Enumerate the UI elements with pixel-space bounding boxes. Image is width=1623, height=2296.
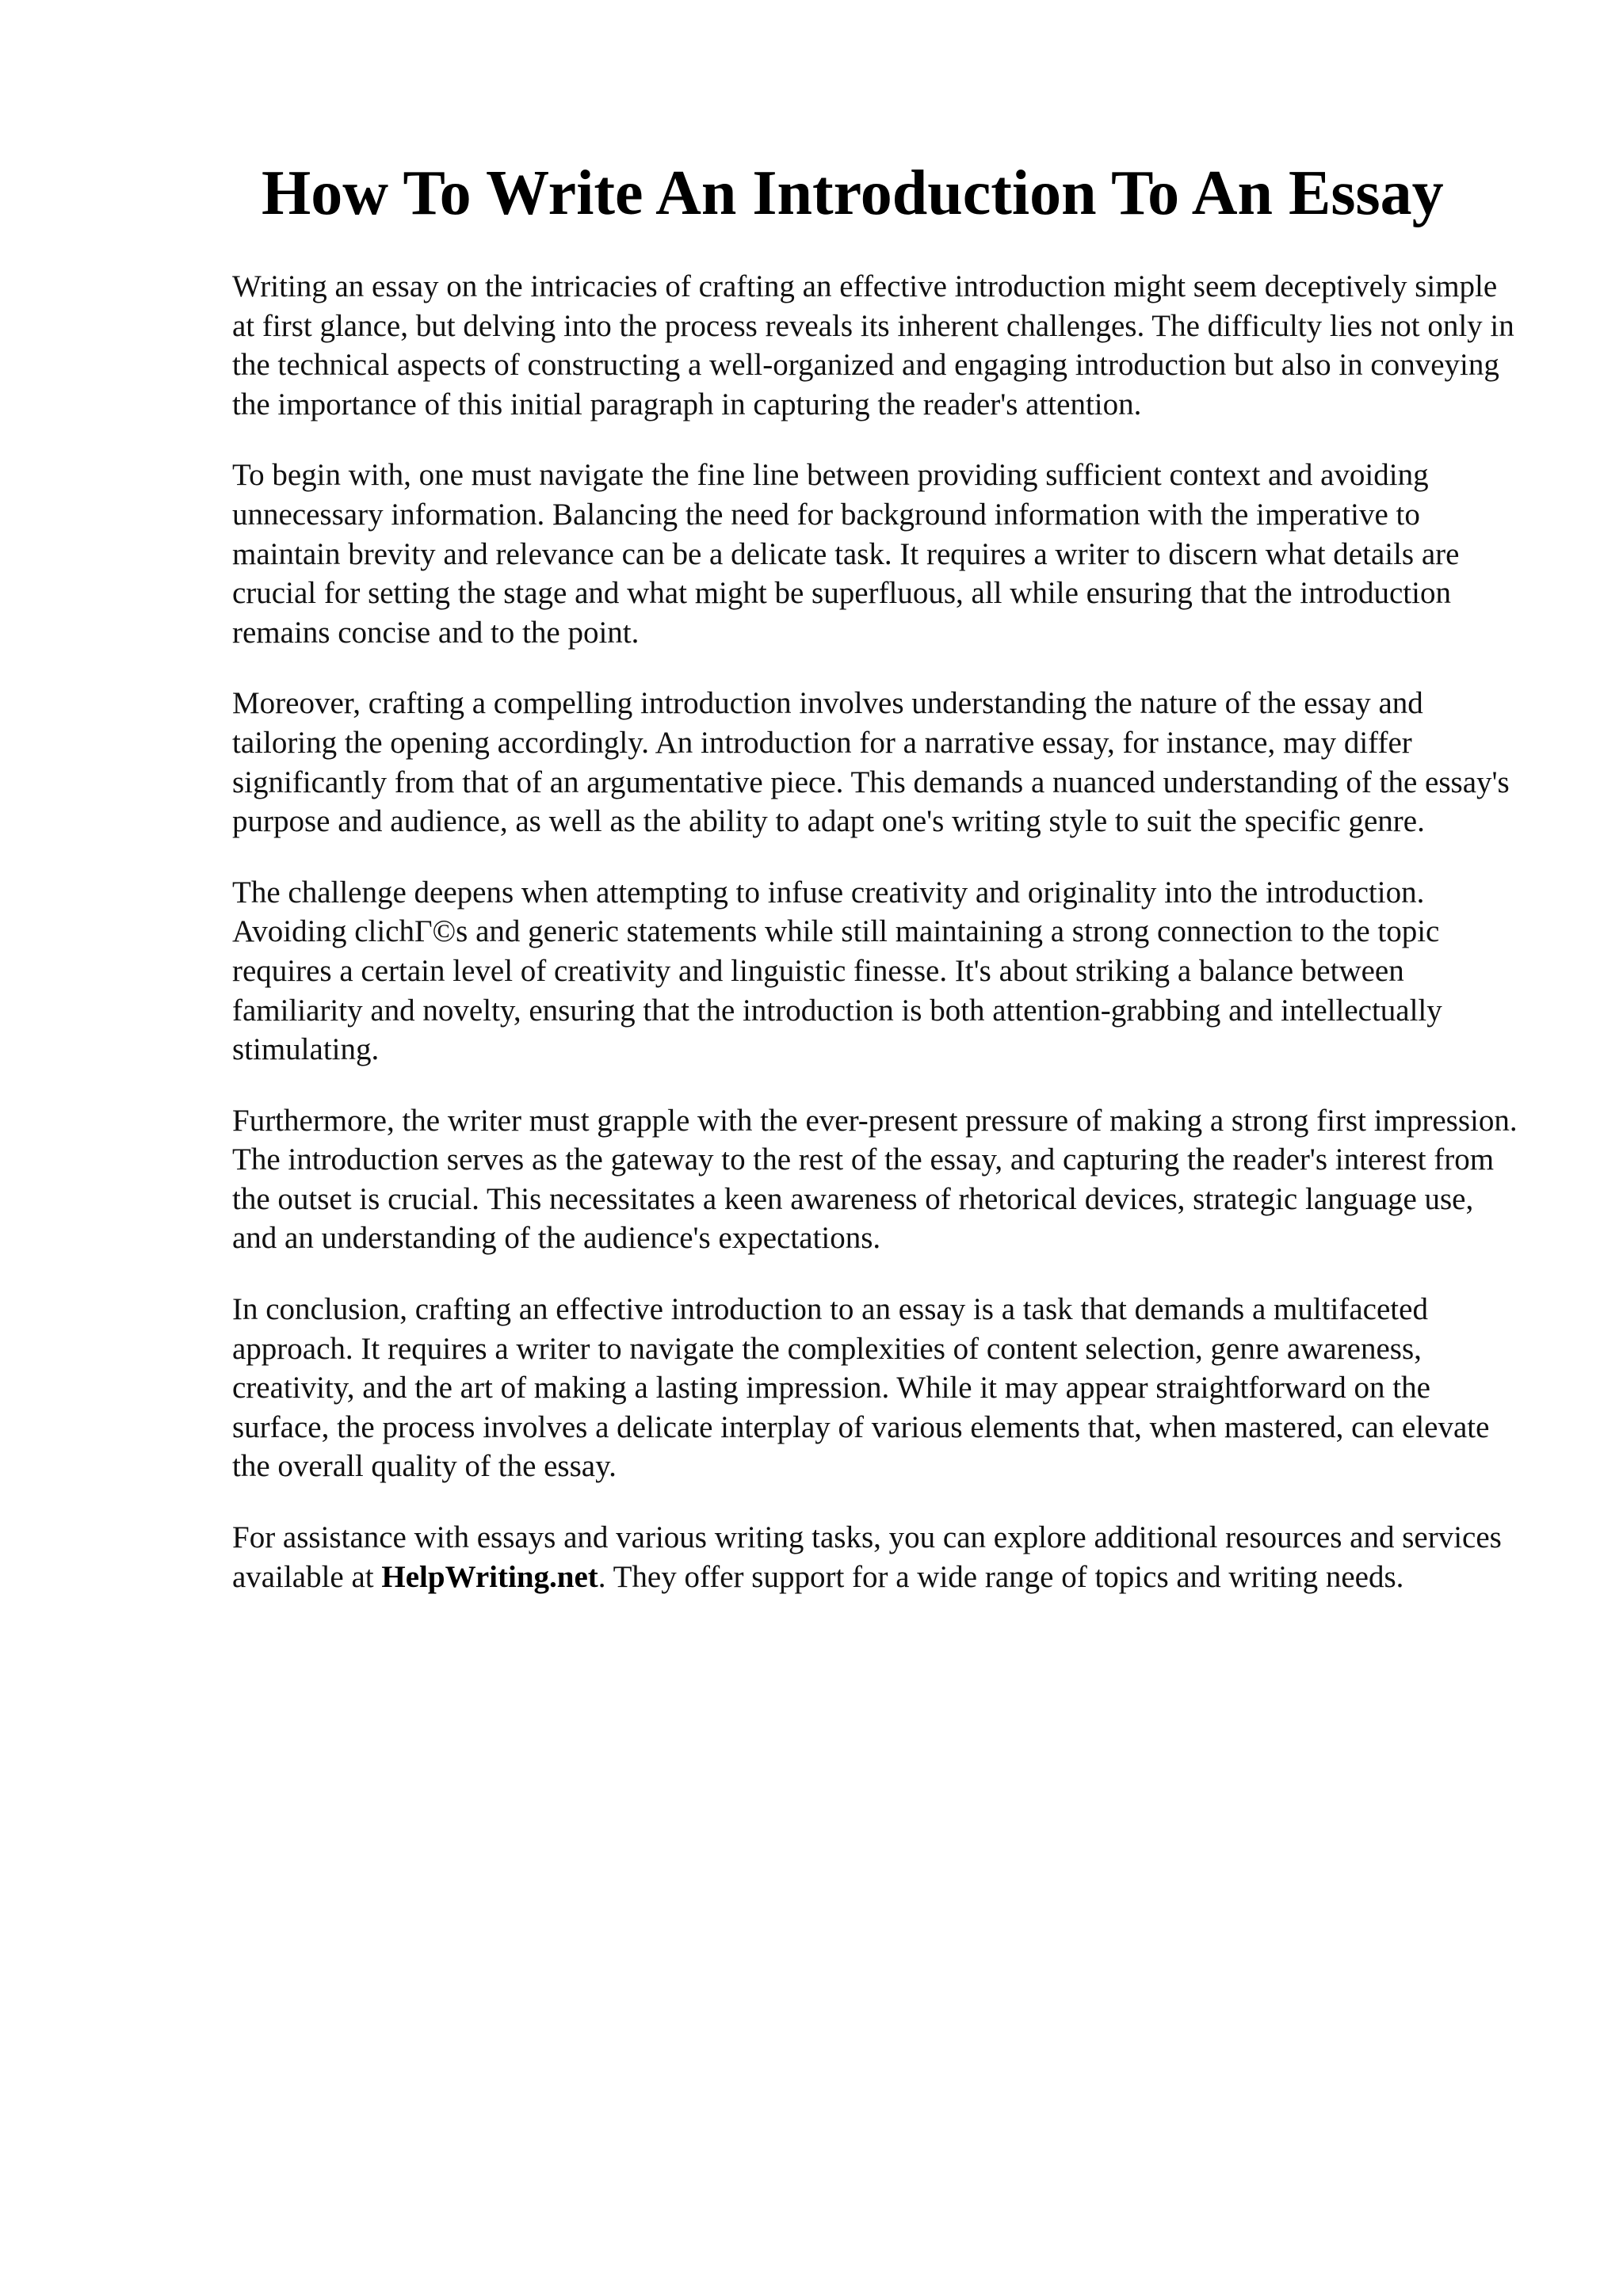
- document-body: [232, 267, 1524, 1628]
- paragraph-1: Writing an essay on the intricacies of crafting an effective introduction might seem deceptively simple at first glance, but delving into the process reveals its inherent challenges. The difficulty lies not only in the technical aspects of constructing a well-organized and engaging introduction but also in conveying the importance of this initial paragraph in capturing the reader's attention.: [232, 269, 1514, 421]
- closing-paragraph: [232, 1518, 1524, 1596]
- closing-text-before: For assistance with essays and various writing tasks, you can explore additional resources and services available at: [232, 1520, 1502, 1594]
- helpwriting-site-name: HelpWriting.net: [381, 1559, 598, 1594]
- closing-text-after: . They offer support for a wide range of topics and writing needs.: [598, 1559, 1404, 1594]
- paragraph-2: To begin with, one must navigate the fine line between providing sufficient context and avoiding unnecessary information. Balancing the need for background information with the imperative to maintain brevity and relevance can be a delicate task. It requires a writer to discern what details are crucial for setting the stage and what might be superfluous, all while ensuring that the introduction remains concise and to the point.: [232, 458, 1460, 650]
- document-title: How To Write An Introduction To An Essay: [262, 158, 1444, 228]
- paragraph-6: In conclusion, crafting an effective introduction to an essay is a task that demands a multifaceted approach. It requires a writer to navigate the complexities of content selection, genre awareness, creativity, and the art of making a lasting impression. While it may appear straightforward on the surface, the process involves a delicate interplay of various elements that, when mastered, can elevate the overall quality of the essay.: [232, 1292, 1490, 1484]
- paragraph-3: Moreover, crafting a compelling introduction involves understanding the nature of the essay and tailoring the opening accordingly. An introduction for a narrative essay, for instance, may differ significantly from that of an argumentative piece. This demands a nuanced understanding of the essay's purpose and audience, as well as the ability to adapt one's writing style to suit the specific genre.: [232, 686, 1510, 839]
- paragraph-4: The challenge deepens when attempting to infuse creativity and originality into the introduction. Avoiding clichГ©s and generic statements while still maintaining a strong connection to the topic requires a certain level of creativity and linguistic finesse. It's about striking a balance between familiarity and novelty, ensuring that the introduction is both attention-grabbing and intellectually stimulating.: [232, 875, 1442, 1067]
- paragraph-5: Furthermore, the writer must grapple with the ever-present pressure of making a strong first impression. The introduction serves as the gateway to the rest of the essay, and capturing the reader's interest from the outset is crucial. This necessitates a keen awareness of rhetorical devices, strategic language use, and an understanding of the audience's expectations.: [232, 1103, 1518, 1256]
